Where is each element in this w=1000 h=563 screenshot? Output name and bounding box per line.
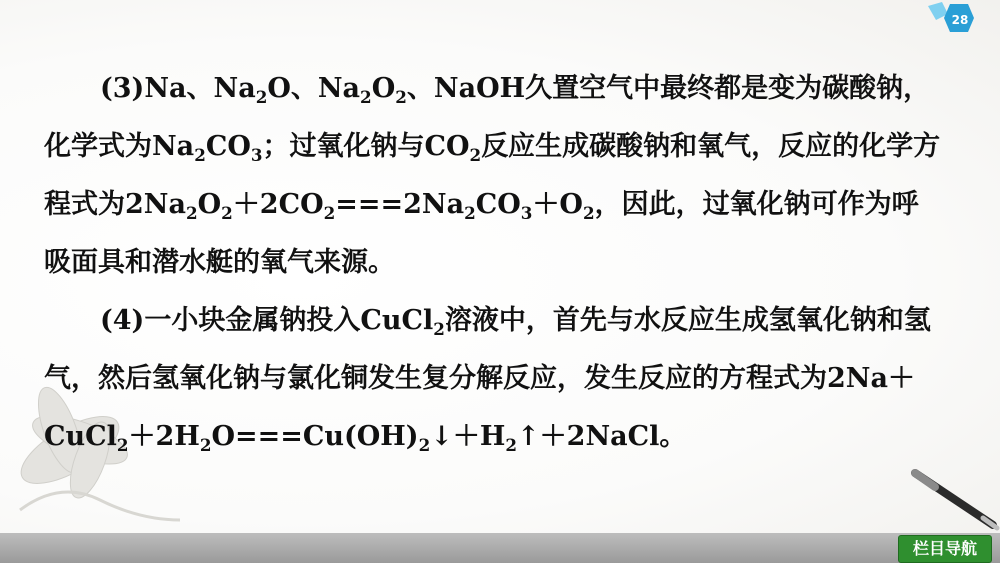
text-segment: 反应生成碳酸钠和氧气，反应的化学方程式为2Na — [44, 131, 941, 220]
subscript: 2 — [395, 86, 407, 107]
text-segment: 、NaOH久置空气中最终都是变为碳酸钠，化学式为Na — [44, 73, 931, 162]
slide-content — [44, 60, 944, 466]
page-number: 28 — [951, 13, 969, 27]
text-segment: O — [371, 73, 396, 104]
text-segment: ＋2CO — [232, 189, 324, 220]
text-segment: ↑＋2NaCl。 — [517, 421, 687, 452]
subscript: 2 — [194, 144, 206, 165]
text-segment: ＋2H — [128, 421, 200, 452]
text-segment: O===Cu(OH) — [211, 421, 419, 452]
text-segment: ===2Na — [335, 189, 465, 220]
subscript: 3 — [520, 202, 533, 223]
text-segment: (3)Na、Na — [100, 73, 256, 104]
paragraph-3 — [44, 60, 944, 292]
subscript: 2 — [255, 86, 268, 107]
subscript: 2 — [464, 202, 476, 223]
subscript: 2 — [185, 202, 198, 223]
text-segment: ＋O — [532, 189, 583, 220]
subscript: 2 — [433, 318, 445, 339]
text-segment: ↓＋H — [430, 421, 506, 452]
pen-decoration — [905, 465, 1000, 535]
text-segment: CO — [475, 189, 521, 220]
subscript: 2 — [323, 202, 336, 223]
subscript: 2 — [116, 434, 129, 455]
text-segment: CO — [205, 131, 251, 162]
bottom-bar — [0, 533, 1000, 563]
text-segment: (4)一小块金属钠投入CuCl — [100, 305, 434, 336]
subscript: 2 — [360, 86, 372, 107]
text-segment: 溶液中，首先与水反应生成氢氧化钠和氢气，然后氢氧化钠与氯化铜发生复分解反应，发生反应的方程式为2Na＋CuCl — [44, 305, 931, 452]
subscript: 2 — [582, 202, 595, 223]
subscript: 2 — [418, 434, 431, 455]
text-segment: ；过氧化钠与CO — [262, 131, 470, 162]
subscript: 3 — [250, 144, 263, 165]
section-navigation-button[interactable]: 栏目导航 — [898, 535, 992, 563]
paragraph-4 — [44, 292, 944, 466]
text-segment: O、Na — [267, 73, 361, 104]
text-segment: ，因此，过氧化钠可作为呼吸面具和潜水艇的氧气来源。 — [44, 189, 919, 278]
subscript: 2 — [469, 144, 482, 165]
subscript: 2 — [199, 434, 212, 455]
text-segment: O — [197, 189, 222, 220]
subscript: 2 — [505, 434, 518, 455]
subscript: 2 — [221, 202, 233, 223]
